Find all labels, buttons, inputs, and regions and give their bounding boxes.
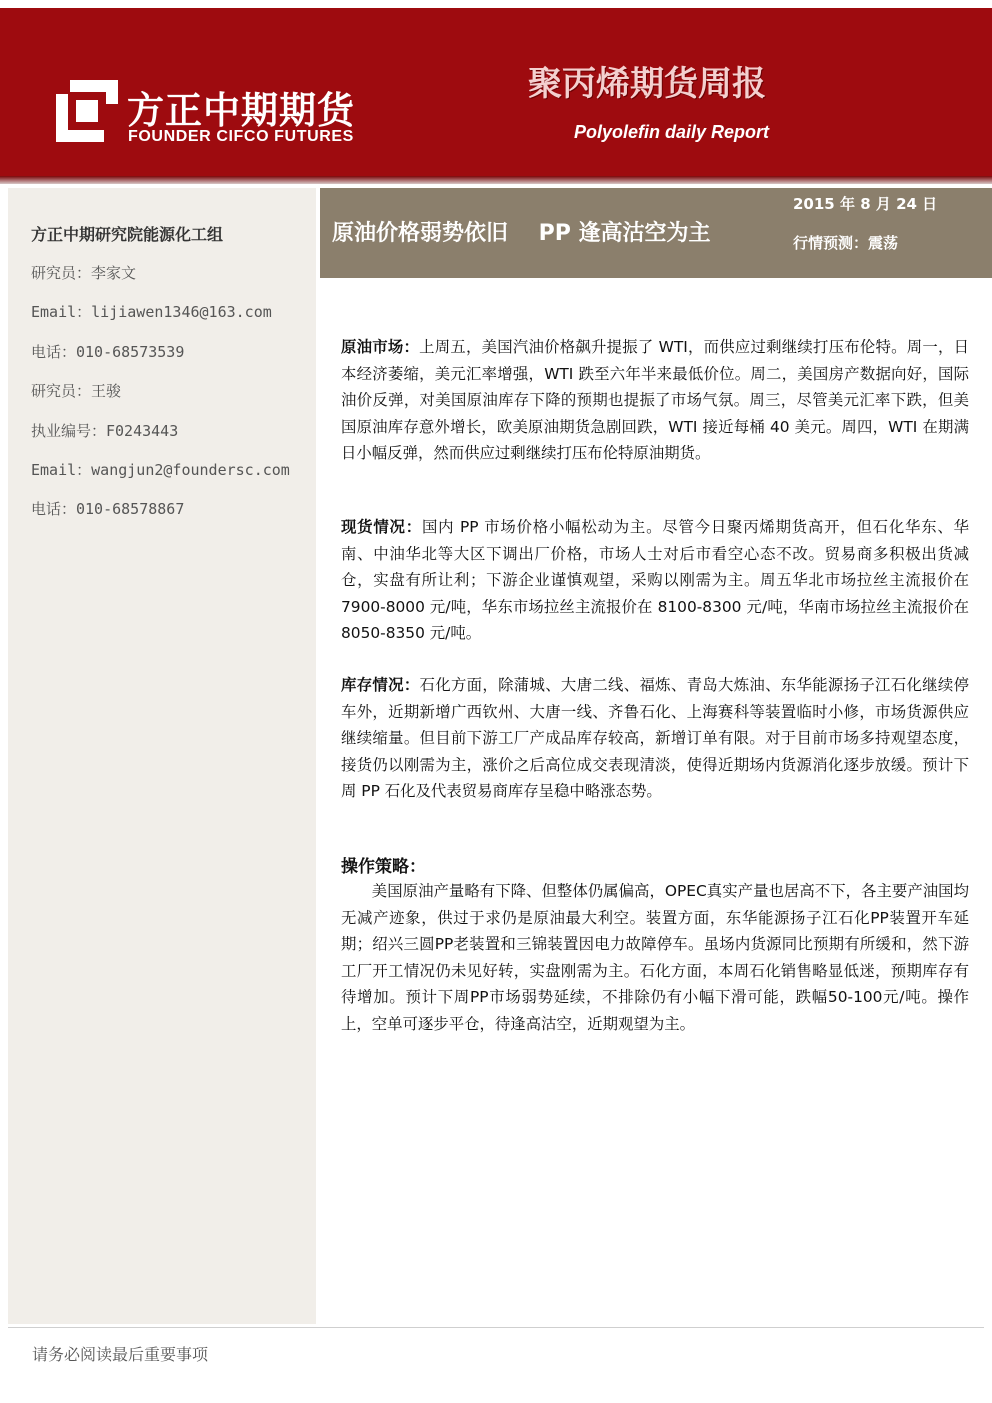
logo-text-en: FOUNDER CIFCO FUTURES	[128, 128, 354, 145]
section-text: 石化方面，除蒲城、大唐二线、福炼、青岛大炼油、东华能源扬子江石化继续停车外，近期新增广西钦州、大唐一线、齐鲁石化、上海赛科等装置临时小修，市场货源供应继续缩量。但目前下游工厂产成品库存较高，新增订单有限。对于目前市场多持观望态度，接货仍以刚需为主，涨价之后高位成交表现清淡，使得近期场内货源消化逐步放缓。预计下周 PP 石化及代表贸易商库存呈稳中略涨态势。	[341, 676, 969, 801]
report-title: 聚丙烯期货周报	[528, 64, 766, 104]
spot-section	[341, 514, 969, 647]
section-label: 库存情况：	[341, 676, 420, 694]
research-group-name: 方正中期研究院能源化工组	[31, 225, 224, 244]
strategy-text: 美国原油产量略有下降、但整体仍属偏高，OPEC真实产量也居高不下，各主要产油国均无减产迹象，供过于求仍是原油最大利空。装置方面，东华能源扬子江石化PP装置开车延期；绍兴三圆PP老装置和三锦装置因电力故障停车。虽场内货源同比预期有所缓和，然下游工厂开工情况仍未见好转，实盘刚需为主。石化方面，本周石化销售略显低迷，预期库存有待增加。预计下周PP市场弱势延续，不排除仍有小幅下滑可能，跌幅50-100元/吨。操作上，空单可逐步平仓，待逢高沽空，近期观望为主。	[341, 882, 970, 1033]
crude-oil-section	[341, 334, 969, 467]
analyst-email[interactable]: Email：lijiawen1346@163.com	[31, 303, 272, 321]
analyst-name: 研究员：王骏	[31, 382, 122, 400]
disclaimer-note: 请务必阅读最后重要事项	[32, 1345, 209, 1364]
strategy-heading: 操作策略：	[341, 857, 426, 877]
analyst-license: 执业编号：F0243443	[31, 422, 179, 440]
founder-logo-icon	[56, 80, 118, 142]
report-date: 2015 年 8 月 24 日	[793, 195, 938, 213]
section-text: 上周五，美国汽油价格飙升提振了 WTI，而供应过剩继续打压布伦特。周一，日本经济萎缩，美元汇率增强，WTI 跌至六年半来最低价位。周二，美国房产数据向好，国际油价反弹，对美国原油库存下降的预期也提振了市场气氛。周三，尽管美元汇率下跌，但美国原油库存意外增长，欧美原油期货急剧回跌，WTI 接近每桶 40 美元。周四，WTI 在期满日小幅反弹，然而供应过剩继续打压布伦特原油期货。	[341, 338, 969, 463]
footer-divider	[8, 1327, 984, 1328]
header-divider	[0, 176, 992, 184]
analyst-email[interactable]: Email：wangjun2@foundersc.com	[31, 461, 290, 479]
section-label: 原油市场：	[341, 338, 420, 356]
analyst-phone: 电话：010-68578867	[31, 500, 185, 518]
market-forecast: 行情预测：震荡	[793, 234, 899, 252]
section-label: 现货情况：	[341, 518, 422, 536]
section-text: 国内 PP 市场价格小幅松动为主。尽管今日聚丙烯期货高开，但石化华东、华南、中油华北等大区下调出厂价格，市场人士对后市看空心态不改。贸易商多积极出货减仓，实盘有所让利；下游企业谨慎观望，采购以刚需为主。周五华北市场拉丝主流报价在 7900-8000 元/吨，华东市场拉丝主流报价在 8100-8300 元/吨，华南市场拉丝主流报价在 8050-8350 元/吨。	[341, 518, 969, 643]
inventory-section	[341, 672, 969, 805]
analyst-phone: 电话：010-68573539	[31, 343, 185, 361]
report-subtitle: Polyolefin daily Report	[574, 122, 770, 142]
logo-text-cn: 方正中期期货	[127, 89, 355, 132]
headline: 原油价格弱势依旧 PP 逢高沽空为主	[332, 221, 711, 246]
analyst-name: 研究员：李家文	[31, 264, 137, 282]
